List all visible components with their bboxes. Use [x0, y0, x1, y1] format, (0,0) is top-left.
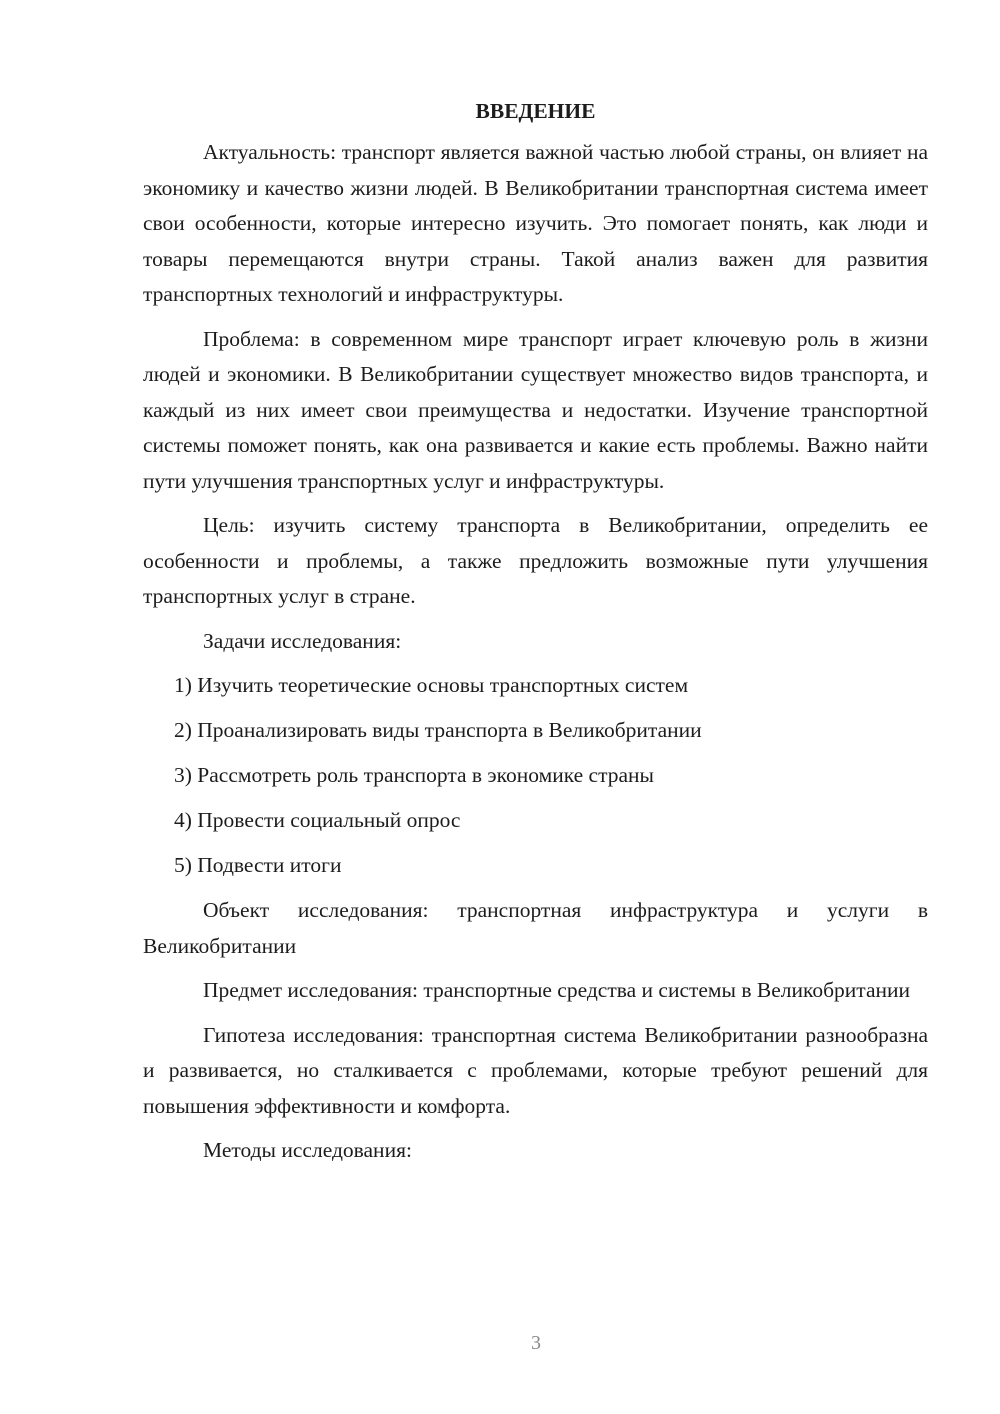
paragraph-hypothesis: Гипотеза исследования: транспортная система Великобритании разнообразна и развивается, но сталкивается с проблемами, которые требуют решений для повышения эффективности и комфорта.	[143, 1022, 928, 1118]
paragraph-object: Объект исследования: транспортная инфраструктура и услуги в Великобритании	[143, 898, 928, 958]
list-item: 3) Рассмотреть роль транспорта в экономике страны	[174, 763, 654, 787]
page-number: 3	[531, 1332, 541, 1354]
paragraph-problem: Проблема: в современном мире транспорт играет ключевую роль в жизни людей и экономики. В Великобритании существует множество видов транспорта, и каждый из них имеет свои преимущества и недостатки. Изучение транспортной системы поможет понять, как она развивается и какие есть проблемы. Важно найти пути улучшения транспортных услуг и инфраструктуры.	[143, 326, 928, 493]
tasks-label: Задачи исследования:	[203, 628, 402, 653]
paragraph-subject: Предмет исследования: транспортные средства и системы в Великобритании	[203, 978, 911, 1002]
document-page	[143, 95, 928, 1178]
list-item: 4) Провести социальный опрос	[174, 808, 461, 832]
list-item: 2) Проанализировать виды транспорта в Великобритании	[174, 718, 702, 742]
paragraph-goal: Цель: изучить систему транспорта в Великобритании, определить ее особенности и проблемы, а также предложить возможные пути улучшения транспортных услуг в стране.	[143, 513, 928, 608]
section-heading: ВВЕДЕНИЕ	[475, 99, 596, 123]
list-item: 1) Изучить теоретические основы транспортных систем	[174, 673, 689, 697]
tasks-list	[143, 668, 928, 884]
paragraph-relevance: Актуальность: транспорт является важной частью любой страны, он влияет на экономику и качество жизни людей. В Великобритании транспортная система имеет свои особенности, которые интересно изучить. Это помогает понять, как люди и товары перемещаются внутри страны. Такой анализ важен для развития транспортных технологий и инфраструктуры.	[143, 140, 928, 306]
list-item: 5) Подвести итоги	[174, 853, 342, 877]
methods-label: Методы исследования:	[203, 1138, 412, 1162]
